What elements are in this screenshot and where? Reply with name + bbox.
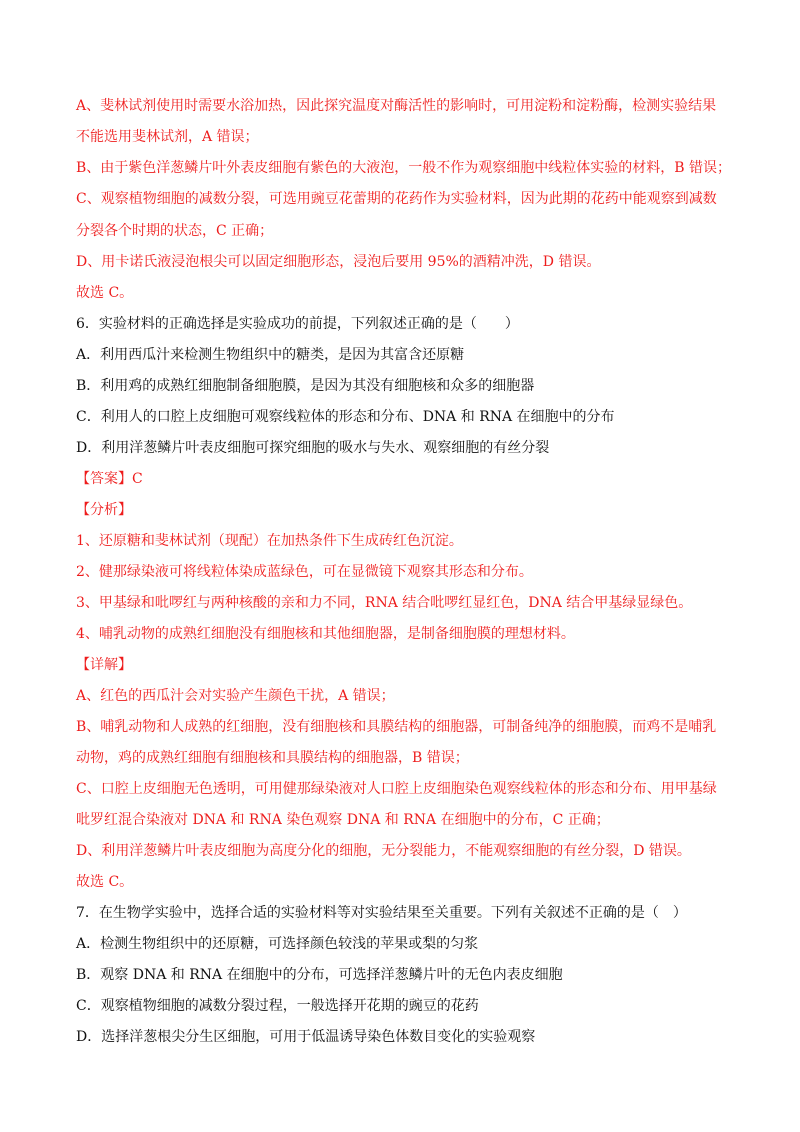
analysis-option-c-line-2: 分裂各个时期的状态，C 正确；	[76, 223, 274, 239]
detail-option-c-line-1: C、口腔上皮细胞无色透明，可用健那绿染液对人口腔上皮细胞染色观察线粒体的形态和分布、用甲基绿	[76, 781, 717, 797]
question-6-option-c: C．利用人的口腔上皮细胞可观察线粒体的形态和分布、DNA 和 RNA 在细胞中的分布	[76, 409, 615, 425]
question-7-option-c: C．观察植物细胞的减数分裂过程，一般选择开花期的豌豆的花药	[76, 998, 479, 1014]
analysis-point-3: 3、甲基绿和吡啰红与两种核酸的亲和力不同，RNA 结合吡啰红显红色，DNA 结合甲基绿显绿色。	[76, 595, 693, 611]
analysis-point-2: 2、健那绿染液可将线粒体染成蓝绿色，可在显微镜下观察其形态和分布。	[76, 564, 533, 580]
analysis-option-d: D、用卡诺氏液浸泡根尖可以固定细胞形态，浸泡后要用 95%的酒精冲洗，D 错误。	[76, 254, 601, 270]
detail-option-d: D、利用洋葱鳞片叶表皮细胞为高度分化的细胞，无分裂能力，不能观察细胞的有丝分裂，D 错误。	[76, 843, 691, 859]
analysis-option-c-line-1: C、观察植物细胞的减数分裂，可选用豌豆花蕾期的花药作为实验材料，因为此期的花药中能观察到减数	[76, 191, 717, 207]
analysis-option-b: B、由于紫色洋葱鳞片叶外表皮细胞有紫色的大液泡，一般不作为观察细胞中线粒体实验的材料，B 错误；	[76, 160, 732, 176]
detail-option-b-line-1: B、哺乳动物和人成熟的红细胞，没有细胞核和具膜结构的细胞器，可制备纯净的细胞膜，而鸡不是哺乳	[76, 719, 717, 735]
question-6-option-d: D．利用洋葱鳞片叶表皮细胞可探究细胞的吸水与失水、观察细胞的有丝分裂	[76, 440, 550, 456]
question-7-option-b: B．观察 DNA 和 RNA 在细胞中的分布，可选择洋葱鳞片叶的无色内表皮细胞	[76, 967, 563, 983]
detail-option-c-line-2: 吡罗红混合染液对 DNA 和 RNA 染色观察 DNA 和 RNA 在细胞中的分布，C 正确；	[76, 812, 610, 828]
question-6-stem: 6．实验材料的正确选择是实验成功的前提，下列叙述正确的是（ ）	[76, 316, 519, 332]
question-7-stem: 7．在生物学实验中，选择合适的实验材料等对实验结果至关重要。下列有关叙述不正确的是（ ）	[76, 905, 687, 921]
question-6-option-a: A．利用西瓜汁来检测生物组织中的糖类，是因为其富含还原糖	[76, 347, 465, 363]
analysis-point-1: 1、还原糖和斐林试剂（现配）在加热条件下生成砖红色沉淀。	[76, 533, 463, 549]
question-7-option-d: D．选择洋葱根尖分生区细胞，可用于低温诱导染色体数目变化的实验观察	[76, 1029, 536, 1045]
answer-conclusion-6: 故选 C。	[76, 874, 134, 890]
answer-label: 【答案】C	[76, 471, 143, 487]
question-6-option-b: B．利用鸡的成熟红细胞制备细胞膜，是因为其没有细胞核和众多的细胞器	[76, 378, 535, 394]
detail-option-b-line-2: 动物，鸡的成熟红细胞有细胞核和具膜结构的细胞器，B 错误；	[76, 750, 469, 766]
answer-conclusion-5: 故选 C。	[76, 285, 134, 301]
analysis-point-4: 4、哺乳动物的成熟红细胞没有细胞核和其他细胞器，是制备细胞膜的理想材料。	[76, 626, 575, 642]
detail-option-a: A、红色的西瓜汁会对实验产生颜色干扰，A 错误；	[76, 688, 395, 704]
analysis-option-a-line-1: A、斐林试剂使用时需要水浴加热，因此探究温度对酶活性的影响时，可用淀粉和淀粉酶，检测实验结果	[76, 98, 717, 114]
analysis-heading: 【分析】	[76, 502, 132, 518]
analysis-option-a-line-2: 不能选用斐林试剂，A 错误；	[76, 129, 259, 145]
detail-heading: 【详解】	[76, 657, 132, 673]
question-7-option-a: A．检测生物组织中的还原糖，可选择颜色较浅的苹果或梨的匀浆	[76, 936, 479, 952]
